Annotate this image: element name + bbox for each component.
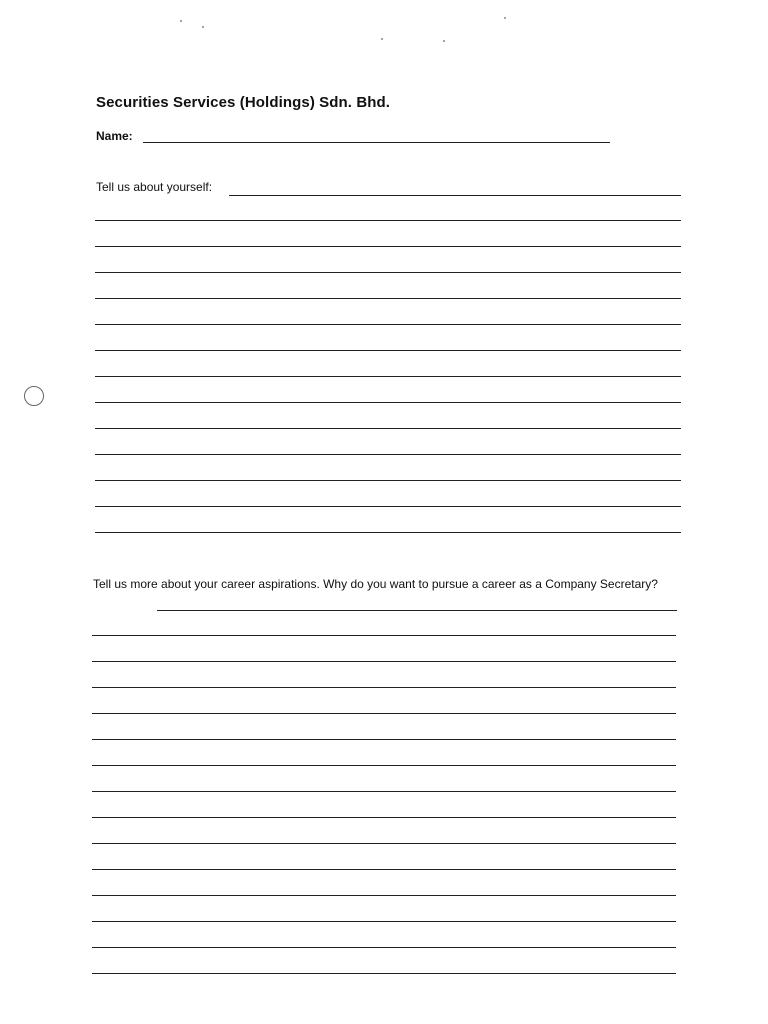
answer-line[interactable] bbox=[95, 246, 681, 272]
scan-speck bbox=[381, 38, 383, 40]
answer-line[interactable] bbox=[95, 324, 681, 350]
answer-line[interactable] bbox=[95, 350, 681, 376]
answer-line[interactable] bbox=[229, 195, 681, 196]
answer-line[interactable] bbox=[92, 661, 676, 687]
answer-line[interactable] bbox=[92, 687, 676, 713]
answer-line[interactable] bbox=[92, 765, 676, 791]
answer-line[interactable] bbox=[95, 220, 681, 246]
answer-line[interactable] bbox=[95, 480, 681, 506]
name-field-line[interactable] bbox=[143, 142, 610, 143]
answer-line[interactable] bbox=[95, 532, 681, 558]
answer-line[interactable] bbox=[157, 610, 677, 611]
answer-line[interactable] bbox=[92, 739, 676, 765]
answer-line[interactable] bbox=[92, 973, 676, 999]
answer-line[interactable] bbox=[92, 947, 676, 973]
answer-line[interactable] bbox=[95, 402, 681, 428]
answer-line[interactable] bbox=[95, 454, 681, 480]
answer-line[interactable] bbox=[92, 817, 676, 843]
answer-line[interactable] bbox=[95, 428, 681, 454]
scan-speck bbox=[504, 17, 506, 19]
question-career-aspirations: Tell us more about your career aspirations. Why do you want to pursue a career as a Company Secretary? bbox=[93, 577, 658, 591]
answer-line[interactable] bbox=[92, 895, 676, 921]
answer-line[interactable] bbox=[92, 713, 676, 739]
answer-line[interactable] bbox=[92, 921, 676, 947]
company-title: Securities Services (Holdings) Sdn. Bhd. bbox=[96, 94, 391, 111]
answer-line[interactable] bbox=[92, 869, 676, 895]
answer-line[interactable] bbox=[95, 298, 681, 324]
scan-speck bbox=[180, 20, 182, 22]
answer-line[interactable] bbox=[92, 635, 676, 661]
answer-line[interactable] bbox=[95, 506, 681, 532]
scan-speck bbox=[443, 40, 445, 42]
answer-line[interactable] bbox=[92, 843, 676, 869]
scan-speck bbox=[202, 26, 204, 28]
about-yourself-answer-lines[interactable] bbox=[95, 220, 681, 558]
answer-line[interactable] bbox=[95, 272, 681, 298]
answer-line[interactable] bbox=[92, 791, 676, 817]
punch-hole bbox=[24, 386, 44, 406]
name-label: Name: bbox=[96, 129, 133, 143]
career-aspirations-answer-lines[interactable] bbox=[92, 635, 676, 999]
question-about-yourself: Tell us about yourself: bbox=[96, 180, 213, 194]
answer-line[interactable] bbox=[95, 376, 681, 402]
